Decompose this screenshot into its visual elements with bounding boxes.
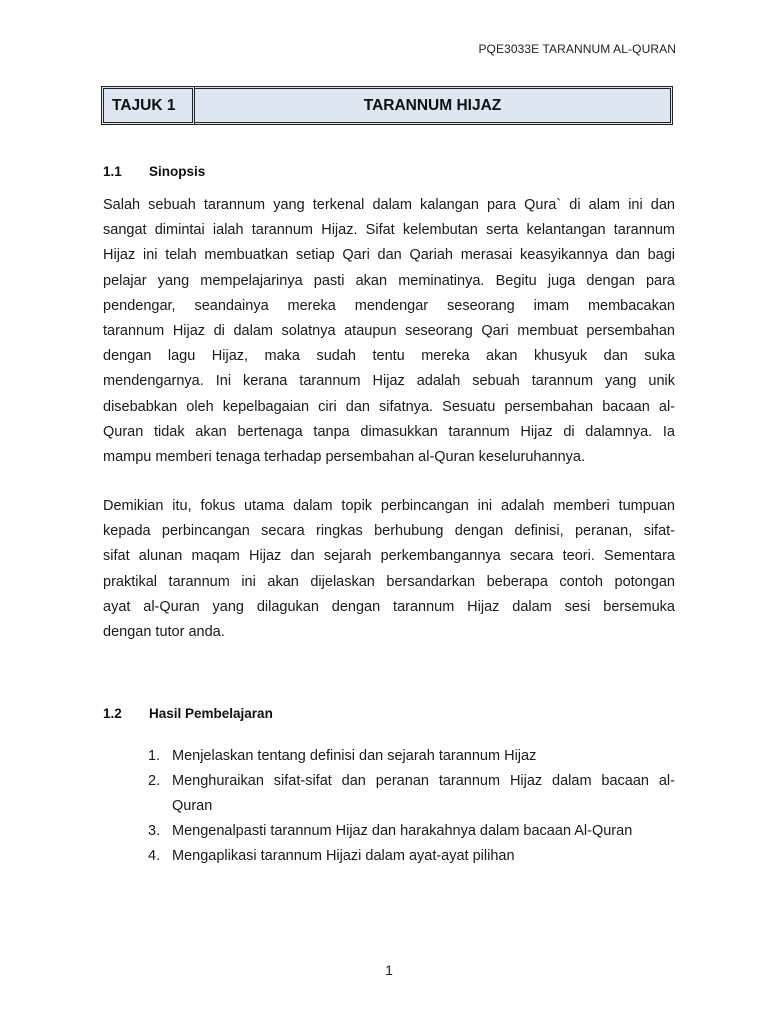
paragraph-line: Demikian itu, fokus utama dalam topik perbincangan ini adalah memberi tumpuan [103,498,675,514]
section-title: Sinopsis [149,164,206,179]
paragraph-line: ayat al-Quran yang dilagukan dengan tarannum Hijaz dalam sesi bersemuka [103,598,675,615]
list-item-number: 3. [148,823,161,839]
list-item [148,769,675,819]
paragraph-line: praktikal tarannum ini akan dijelaskan bersandarkan beberapa contoh potongan [103,573,675,590]
topic-title: TARANNUM HIJAZ [195,86,673,125]
paragraph-line: sifat alunan maqam Hijaz dan sejarah perkembangannya secara teori. Sementara [103,548,675,565]
list-item-number: 1. [148,748,161,764]
list-item [148,819,675,844]
paragraph-line: mampu memberi tenaga terhadap persembahan al-Quran keseluruhannya. [103,448,586,465]
synopsis-paragraph-2 [103,494,675,645]
list-item-text: Quran [172,798,213,814]
page-number: 1 [385,962,393,978]
section-title: Hasil Pembelajaran [149,706,273,721]
list-item-text: Menghuraikan sifat-sifat dan peranan tarannum Hijaz dalam bacaan al- [172,773,675,789]
paragraph-line: pendengar, seandainya mereka mendengar seseorang imam membacakan [103,297,675,314]
section-number: 1.1 [103,164,122,179]
running-header: PQE3033E TARANNUM AL-QURAN [478,42,676,56]
paragraph-line: mendengarnya. Ini kerana tarannum Hijaz adalah sebuah tarannum yang unik [103,373,675,390]
paragraph-line: Quran tidak akan bertenaga tanpa dimasukkan tarannum Hijaz di dalamnya. Ia [103,423,675,440]
section-heading-synopsis [103,164,205,179]
list-item [148,844,675,869]
list-item [148,744,675,769]
list-item-number: 4. [148,848,161,864]
paragraph-line: disebabkan oleh kepelbagaian ciri dan sifatnya. Sesuatu persembahan bacaan al- [103,398,675,415]
paragraph-line: kepada perbincangan secara ringkas berhubung dengan definisi, peranan, sifat- [103,523,675,540]
paragraph-line: dengan tutor anda. [103,623,225,640]
synopsis-paragraph-1 [103,193,675,470]
section-number: 1.2 [103,706,122,721]
topic-label: TAJUK 1 [101,86,195,125]
topic-title-box [101,86,673,125]
paragraph-line: dengan lagu Hijaz, maka sudah tentu mereka akan khusyuk dan suka [103,348,675,365]
paragraph-line: pelajar yang mempelajarinya pasti akan meminatinya. Begitu juga dengan para [103,272,675,289]
list-item-text: Mengenalpasti tarannum Hijaz dan harakahnya dalam bacaan Al-Quran [172,823,633,839]
paragraph-line: Salah sebuah tarannum yang terkenal dalam kalangan para Qura` di alam ini dan [103,197,675,213]
list-item-text: Mengaplikasi tarannum Hijazi dalam ayat-ayat pilihan [172,848,515,864]
paragraph-line: Hijaz ini telah membuatkan setiap Qari dan Qariah merasai keasyikannya dan bagi [103,247,675,264]
list-item-number: 2. [148,773,161,789]
paragraph-line: tarannum Hijaz di dalam solatnya ataupun seseorang Qari membuat persembahan [103,322,675,339]
learning-outcomes-list [148,744,675,869]
paragraph-line: sangat dimintai ialah tarannum Hijaz. Sifat kelembutan serta kelantangan tarannum [103,222,675,239]
section-heading-outcomes [103,706,273,721]
list-item-text: Menjelaskan tentang definisi dan sejarah tarannum Hijaz [172,748,537,764]
